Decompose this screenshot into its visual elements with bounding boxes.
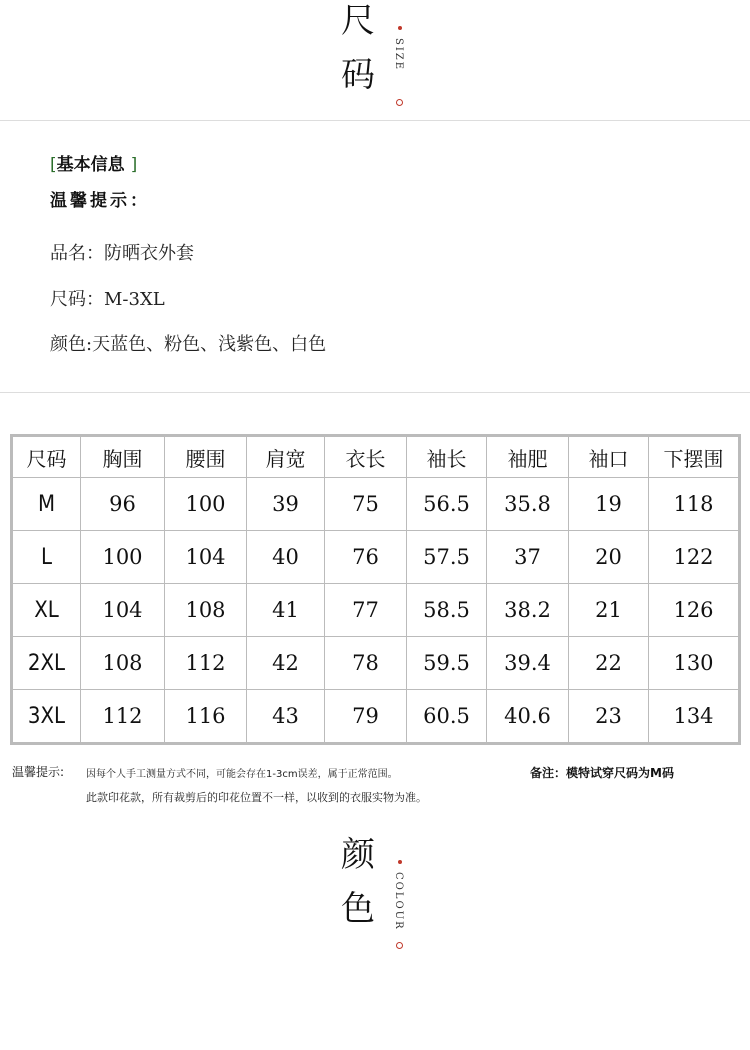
table-cell: 122 (649, 531, 739, 584)
notes-line-2: 此款印花款，所有裁剪后的印花位置不一样，以收到的衣服实物为准。 (86, 791, 427, 804)
table-cell: 42 (247, 637, 325, 690)
colour-heading (0, 830, 750, 960)
table-cell: 78 (325, 637, 407, 690)
bracket-open: [ (50, 155, 57, 175)
table-cell: 108 (81, 637, 165, 690)
size-heading-char-2: 码 (341, 55, 375, 95)
table-cell: 37 (487, 531, 569, 584)
table-cell: 79 (325, 690, 407, 743)
table-cell: 19 (569, 478, 649, 531)
table-row (13, 690, 739, 743)
basic-info-title (50, 150, 137, 175)
table-cell: 108 (165, 584, 247, 637)
header-cell: 腰围 (165, 437, 247, 478)
header-cell: 尺码 (13, 437, 81, 478)
table-cell: 126 (649, 584, 739, 637)
size-table (12, 436, 739, 743)
bracket-close: ] (130, 155, 138, 175)
header-cell: 下摆围 (649, 437, 739, 478)
header-cell: 袖肥 (487, 437, 569, 478)
table-cell: 100 (165, 478, 247, 531)
info-size-range: 尺码：M-3XL (50, 289, 165, 310)
table-cell: 59.5 (407, 637, 487, 690)
header-cell: 肩宽 (247, 437, 325, 478)
table-cell: 3XL (13, 690, 81, 743)
table-cell: 77 (325, 584, 407, 637)
notes-line-1: 因每个人手工测量方式不同，可能会存在1-3cm误差，属于正常范围。 (86, 769, 398, 780)
table-cell: 20 (569, 531, 649, 584)
header-cell: 袖口 (569, 437, 649, 478)
table-cell: 100 (81, 531, 165, 584)
divider-top (0, 120, 750, 121)
table-cell: 76 (325, 531, 407, 584)
info-product-name: 品名：防晒衣外套 (50, 243, 194, 264)
table-cell: 21 (569, 584, 649, 637)
table-cell: 112 (81, 690, 165, 743)
notes-label: 温馨提示: (12, 765, 65, 779)
colour-heading-en: COLOUR (393, 872, 404, 931)
table-cell: 116 (165, 690, 247, 743)
red-dot-icon (398, 26, 402, 30)
table-cell: 22 (569, 637, 649, 690)
table-cell: 40 (247, 531, 325, 584)
table-cell: 104 (165, 531, 247, 584)
colour-heading-char-1: 颜 (341, 835, 375, 875)
table-cell: 75 (325, 478, 407, 531)
table-cell: 130 (649, 637, 739, 690)
table-cell: 39.4 (487, 637, 569, 690)
table-cell: 23 (569, 690, 649, 743)
size-heading (0, 0, 750, 120)
table-cell: 118 (649, 478, 739, 531)
table-cell: 39 (247, 478, 325, 531)
table-cell: L (13, 531, 81, 584)
basic-info-label: 基本信息 (56, 155, 125, 175)
table-cell: 134 (649, 690, 739, 743)
table-cell: 38.2 (487, 584, 569, 637)
header-cell: 胸围 (81, 437, 165, 478)
table-cell: 35.8 (487, 478, 569, 531)
table-row (13, 637, 739, 690)
table-cell: XL (13, 584, 81, 637)
red-ring-icon (396, 942, 403, 949)
table-cell: 104 (81, 584, 165, 637)
table-row (13, 531, 739, 584)
tip-title: 温馨提示： (50, 191, 150, 211)
table-cell: 40.6 (487, 690, 569, 743)
table-cell: 60.5 (407, 690, 487, 743)
notes-remark: 备注：模特试穿尺码为M码 (530, 766, 674, 780)
table-header-row (13, 437, 739, 478)
table-cell: 112 (165, 637, 247, 690)
table-cell: 2XL (13, 637, 81, 690)
red-ring-icon (396, 99, 403, 106)
divider-middle (0, 392, 750, 393)
table-cell: 57.5 (407, 531, 487, 584)
table-cell: 43 (247, 690, 325, 743)
size-heading-en: SIZE (393, 38, 404, 72)
red-dot-icon (398, 860, 402, 864)
table-row (13, 478, 739, 531)
table-cell: 96 (81, 478, 165, 531)
size-heading-char-1: 尺 (341, 1, 375, 41)
table-cell: 41 (247, 584, 325, 637)
table-cell: 56.5 (407, 478, 487, 531)
colour-heading-char-2: 色 (341, 889, 375, 929)
table-cell: M (13, 478, 81, 531)
table-row (13, 584, 739, 637)
table-cell: 58.5 (407, 584, 487, 637)
header-cell: 衣长 (325, 437, 407, 478)
info-colors: 颜色:天蓝色、粉色、浅紫色、白色 (50, 334, 327, 355)
header-cell: 袖长 (407, 437, 487, 478)
